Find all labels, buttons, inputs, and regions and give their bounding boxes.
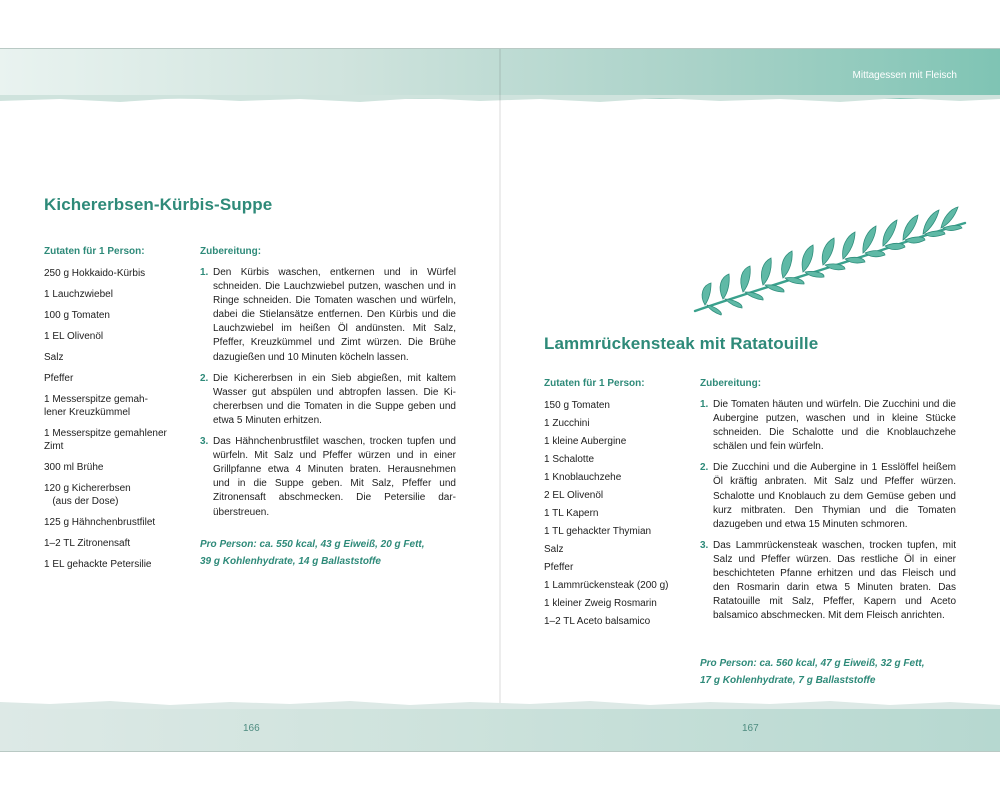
step-number: 1. xyxy=(700,399,709,410)
ingredient-item: 1 kleine Aubergine xyxy=(544,436,627,447)
steps-list-left xyxy=(200,266,456,527)
prep-label-left: Zubereitung: xyxy=(200,246,262,257)
step-number: 3. xyxy=(700,539,709,551)
rosemary-sprig-icon xyxy=(693,201,968,316)
ingredient-item: Salz xyxy=(44,352,64,363)
footer-band xyxy=(0,705,1000,751)
ingredient-item: 1 EL Olivenöl xyxy=(44,331,104,342)
step-item xyxy=(200,372,456,428)
nutrition-line: Pro Person: ca. 560 kcal, 47 g Eiweiß, 32 g Fett, xyxy=(700,658,925,669)
step-number: 3. xyxy=(200,436,209,448)
ingredient-item: 1–2 TL Zitronensaft xyxy=(44,538,131,549)
ingredient-item: 2 EL Olivenöl xyxy=(544,490,604,501)
step-text: Das Hähnchenbrustfilet waschen, trocken tupfen und würfeln. Mit Salz und Pfeffer würzen und in einer Grillpfanne etwa 4 Minuten braten. Herausnehmen und in die Suppe geben. Mit Salz, Pfeffer und Zitronensaft abschmecken. Die Petersilie darüberstreuen. xyxy=(213,436,456,518)
ingredient-item: Pfeffer xyxy=(544,562,574,573)
page-number-right: 167 xyxy=(742,723,759,734)
ingredient-item: 1 EL gehackte Petersilie xyxy=(44,559,152,570)
ingredients-list-right xyxy=(544,399,694,633)
ingredient-item: 100 g Tomaten xyxy=(44,310,110,321)
ingredient-item: 1 Lauchzwiebel xyxy=(44,289,113,300)
ingredient-item: 1 Schalotte xyxy=(544,454,595,465)
recipe-title-right: Lammrückensteak mit Ratatouille xyxy=(544,334,819,353)
ingredients-label-left: Zutaten für 1 Person: xyxy=(44,246,145,257)
step-item xyxy=(700,539,956,624)
ingredient-item: 1 TL gehackter Thymian xyxy=(544,526,652,537)
ingredient-item: 1 kleiner Zweig Rosmarin xyxy=(544,598,657,609)
ingredients-label-right: Zutaten für 1 Person: xyxy=(544,378,645,389)
nutrition-line: Pro Person: ca. 550 kcal, 43 g Eiweiß, 20 g Fett, xyxy=(200,539,425,550)
step-number: 2. xyxy=(200,372,209,384)
ingredient-item: 125 g Hähnchenbrustfilet xyxy=(44,517,156,528)
ingredient-item: 1 TL Kapern xyxy=(544,508,599,519)
ingredient-item: 1 Messerspitze gemah- lener Kreuzkümmel xyxy=(44,394,148,418)
step-text: Die Tomaten häuten und würfeln. Die Zucchini und die Aubergine putzen, waschen und in kleine Stücke schneiden. Die Schalotte und die Knoblauchzehe schälen und fein würfeln. xyxy=(713,399,956,453)
step-text: Den Kürbis waschen, entkernen und in Würfel schneiden. Die Lauchzwiebel putzen, waschen und in Ringe schneiden. Die Tomaten waschen und würfeln, dabei die Stielansätze entfernen. Den Kürbis und die Lauchzwiebel im heißen Öl andünsten. Mit Salz, Pfeffer, Kreuzkümmel und Zimt würzen. Die Brühe dazugießen und 10 Minuten köcheln lassen. xyxy=(213,267,456,363)
step-item xyxy=(200,266,456,365)
steps-list-right xyxy=(700,398,956,630)
step-number: 2. xyxy=(700,462,709,474)
ingredient-item: 1 Zucchini xyxy=(544,418,590,429)
recipe-title-left: Kichererbsen-Kürbis-Suppe xyxy=(44,195,273,214)
prep-label-right: Zubereitung: xyxy=(700,378,762,389)
nutrition-info-left xyxy=(200,536,425,570)
ingredient-item: 300 ml Brühe xyxy=(44,462,104,473)
footer-band-edge xyxy=(0,699,1000,709)
ingredient-item: 120 g Kichererbsen (aus der Dose) xyxy=(44,483,131,507)
step-number: 1. xyxy=(200,267,209,278)
step-text: Die Zucchini und die Aubergine in 1 Esslöffel heißem Öl kräftig anbraten. Mit Salz und Pfeffer würzen. Schalotte und Knoblauch zu dem Gemüse geben und kurz mitbraten. Den Thymian und die Tomaten dazugeben und etwa 15 Minuten schmoren. xyxy=(713,462,956,530)
ingredient-item: Pfeffer xyxy=(44,373,74,384)
ingredient-item: 1–2 TL Aceto balsamico xyxy=(544,616,651,627)
step-item xyxy=(700,398,956,454)
running-head: Mittagessen mit Fleisch xyxy=(852,70,957,81)
nutrition-line: 39 g Kohlenhydrate, 14 g Ballaststoffe xyxy=(200,556,381,567)
nutrition-line: 17 g Kohlenhydrate, 7 g Ballaststoffe xyxy=(700,675,876,686)
nutrition-info-right xyxy=(700,655,925,689)
step-text: Das Lammrückensteak waschen, trocken tupfen, mit Salz und Pfeffer würzen. Das restliche Öl in einer beschichteten Pfanne erhitzen und das Fleisch und den Rosmarin darin etwa 5 Minuten braten. Das Ratatouille mit Salz, Pfeffer, Kapern und Aceto balsamico abschmecken. Mit dem Fleisch anrichten. xyxy=(713,539,956,622)
step-text: Die Kichererbsen in ein Sieb abgießen, mit kaltem Wasser gut abspülen und abtropfen lassen. Die Kichererbsen und die Tomaten in die Suppe geben und etwa 5 Minuten erhitzen. xyxy=(213,372,456,426)
ingredient-item: 1 Lammrückensteak (200 g) xyxy=(544,580,669,591)
step-item xyxy=(700,461,956,531)
book-gutter xyxy=(499,49,501,751)
ingredient-item: 1 Messerspitze gemahlener Zimt xyxy=(44,428,167,452)
ingredient-item: 1 Knoblauchzehe xyxy=(544,472,622,483)
ingredient-item: 150 g Tomaten xyxy=(544,400,610,411)
step-item xyxy=(200,435,456,520)
page-number-left: 166 xyxy=(243,723,260,734)
ingredients-list-left xyxy=(44,267,194,579)
ingredient-item: Salz xyxy=(544,544,564,555)
ingredient-item: 250 g Hokkaido-Kürbis xyxy=(44,268,146,279)
book-spread xyxy=(0,48,1000,752)
